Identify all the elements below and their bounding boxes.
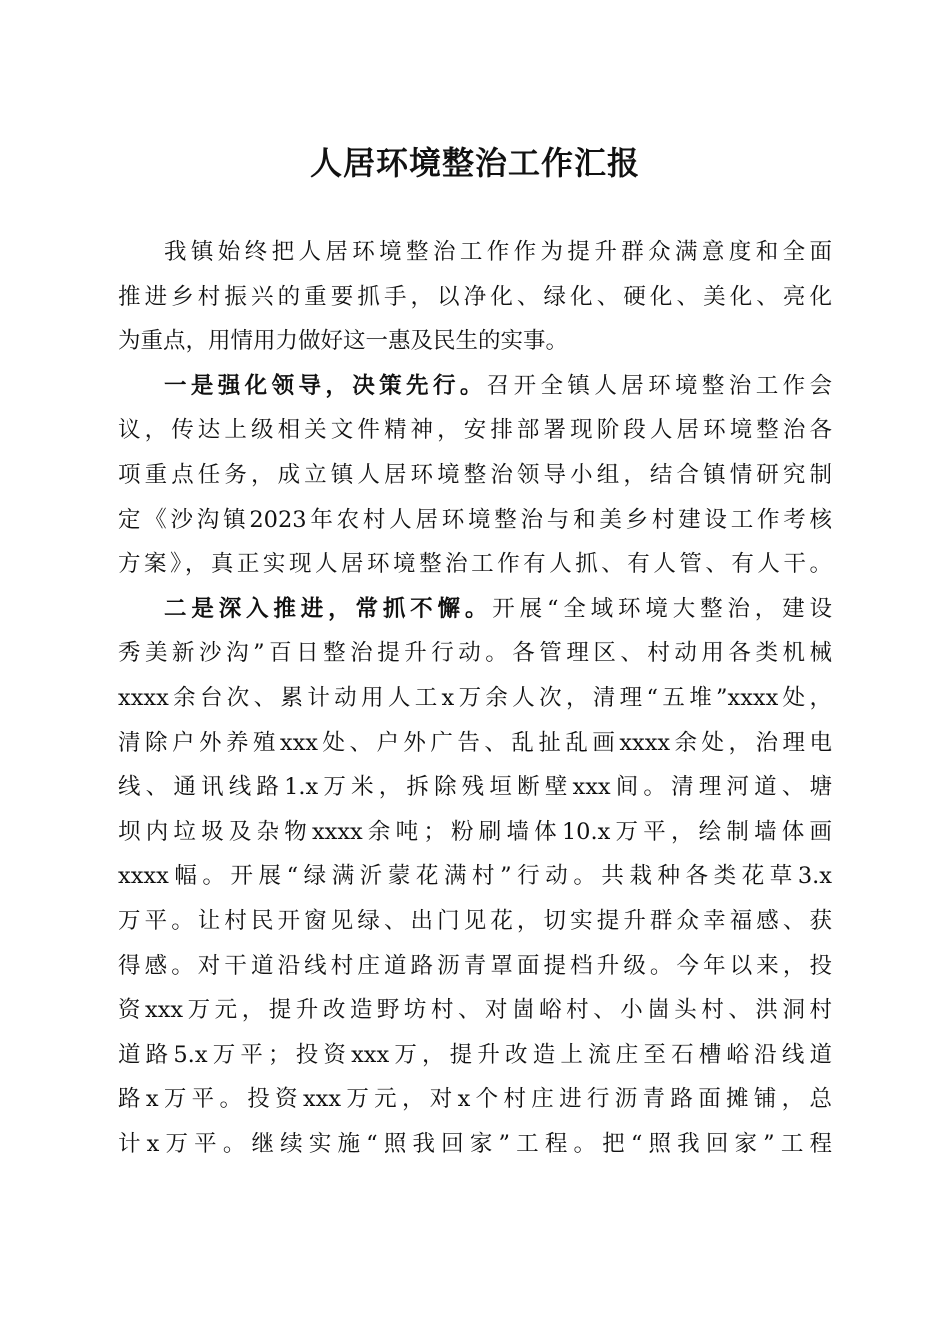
text-line: 坝内垃圾及杂物xxxx余吨；粉刷墙体10.x万平，绘制墙体画 (118, 818, 832, 845)
text-line: 推进乡村振兴的重要抓手，以净化、绿化、硬化、美化、亮化 (118, 283, 832, 310)
paragraph-intro (118, 230, 832, 364)
text-line: 得感。对干道沿线村庄道路沥青罩面提档升级。今年以来，投 (118, 952, 832, 979)
text-line: 线、通讯线路1.x万米，拆除残垣断壁xxx间。清理河道、塘 (118, 774, 832, 801)
text-line: 定《沙沟镇2023年农村人居环境整治与和美乡村建设工作考核 (118, 506, 832, 533)
text-line: 资xxx万元，提升改造野坊村、对崮峪村、小崮头村、洪洞村 (118, 997, 832, 1024)
text-line: 路x万平。投资xxx万元，对x个村庄进行沥青路面摊铺，总 (118, 1086, 832, 1113)
paragraph-progress (118, 587, 832, 1167)
paragraph-lead: 二是深入推进，常抓不懈。 (164, 595, 493, 622)
paragraph-lead: 一是强化领导，决策先行。 (164, 372, 487, 399)
text-line (118, 364, 832, 409)
document-body (118, 230, 832, 1166)
text-line: xxxx幅。开展“绿满沂蒙花满村”行动。共栽种各类花草3.x (118, 863, 832, 890)
text-line: 道路5.x万平；投资xxx万，提升改造上流庄至石槽峪沿线道 (118, 1041, 832, 1068)
text-line: 议，传达上级相关文件精神，安排部署现阶段人居环境整治各 (118, 417, 832, 444)
text-line: 万平。让村民开窗见绿、出门见花，切实提升群众幸福感、获 (118, 907, 832, 934)
text-line: 项重点任务，成立镇人居环境整治领导小组，结合镇情研究制 (118, 461, 832, 488)
paragraph-leadership (118, 364, 832, 587)
document-title: 人居环境整治工作汇报 (309, 144, 640, 182)
text-line: 为重点，用情用力做好这一惠及民生的实事。 (118, 328, 569, 355)
text-segment: 召开全镇人居环境整治工作会 (486, 372, 832, 399)
text-line: xxxx余台次、累计动用人工x万余人次，清理“五堆”xxxx处， (118, 684, 832, 711)
text-line (118, 587, 832, 632)
text-line: 清除户外养殖xxx处、户外广告、乱扯乱画xxxx余处，治理电 (118, 729, 832, 756)
text-line: 秀美新沙沟”百日整治提升行动。各管理区、村动用各类机械 (118, 640, 832, 667)
text-line: 计x万平。继续实施“照我回家”工程。把“照我回家”工程 (118, 1130, 832, 1157)
text-line: 我镇始终把人居环境整治工作作为提升群众满意度和全面 (164, 239, 832, 265)
text-line: 方案》，真正实现人居环境整治工作有人抓、有人管、有人干。 (118, 551, 832, 578)
text-segment: 开展“全域环境大整治，建设 (492, 595, 832, 622)
